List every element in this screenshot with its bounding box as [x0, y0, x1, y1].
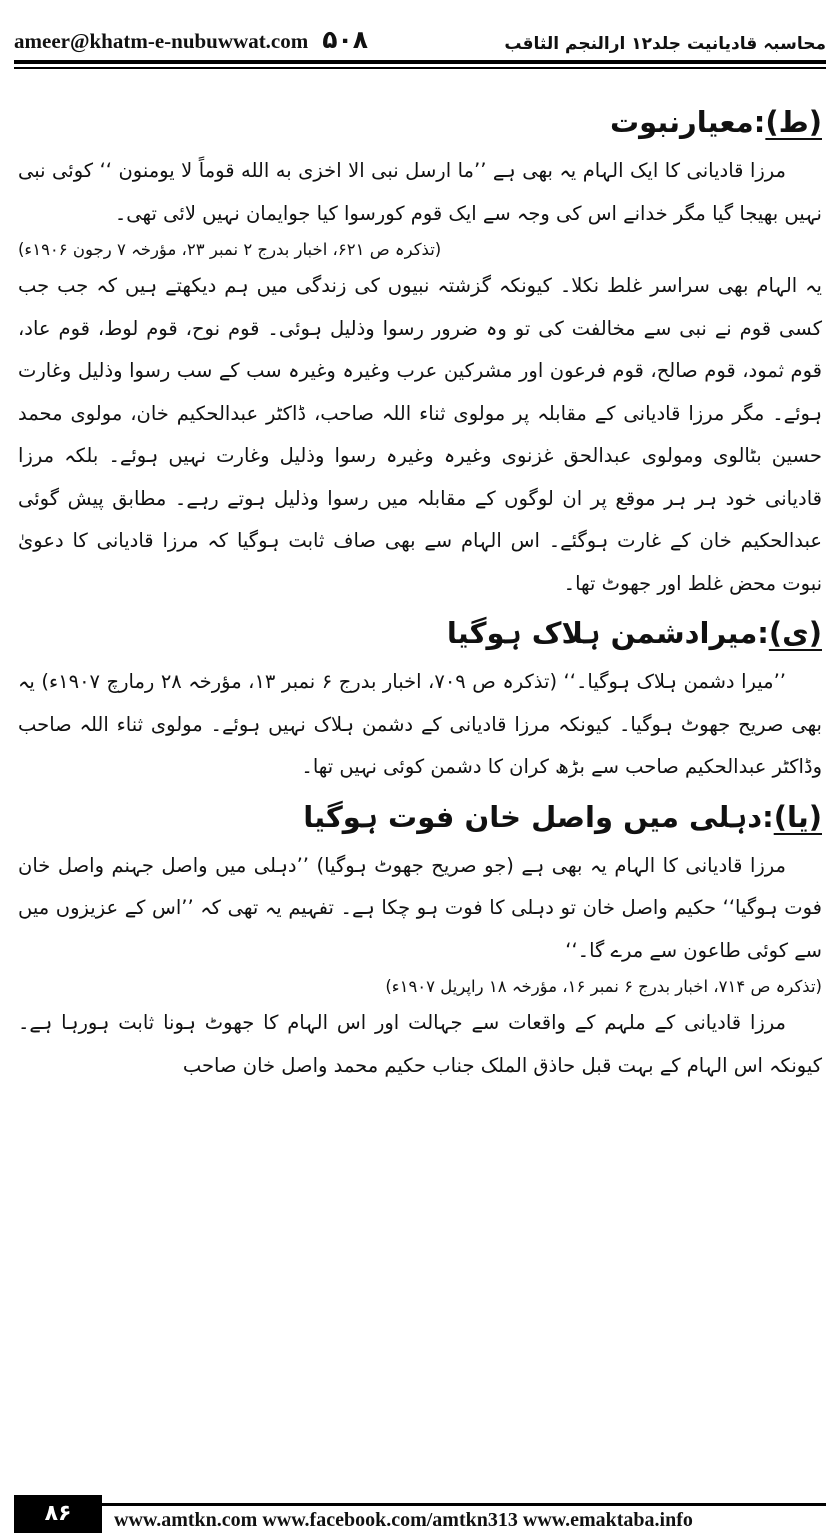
page-footer	[14, 1503, 826, 1533]
section-mark: (یا)	[773, 799, 822, 834]
header-rule-thick	[14, 60, 826, 64]
header-book-title: محاسبہ قادیانیت جلد۱۲ ارالنجم الثاقب	[504, 34, 826, 54]
header-rule-thin	[14, 67, 826, 69]
page-content	[18, 100, 822, 1087]
footer-rule	[14, 1503, 826, 1506]
citation: (تذکرہ ص ۶۲۱، اخبار بدرج ۲ نمبر ۲۳، مؤرخہ ۷ رجون ۱۹۰۶ء)	[18, 240, 442, 259]
header-left	[14, 25, 368, 54]
paragraph: مرزا قادیانی کا الہام یہ بھی ہے (جو صریح جھوٹ ہوگیا) ’’دہلی میں واصل جہنم واصل خان فوت ہوگیا‘‘ حکیم واصل خان تو دہلی کا فوت ہو چکا ہے۔ تفہیم یہ تھی کہ ’’اس کے عزیزوں میں سے کوئی طاعون سے مرے گا۔‘‘	[18, 853, 822, 962]
section-mark: (ی)	[768, 616, 822, 650]
citation: (تذکرہ ص ۷۱۴، اخبار بدرج ۶ نمبر ۱۶، مؤرخہ ۱۸ راپریل ۱۹۰۷ء)	[385, 977, 822, 996]
paragraph: مرزا قادیانی کا ایک الہام یہ بھی ہے ’’ما ارسل نبی الا اخزی به الله قوماً لا یومنون ‘‘ کوئی نبی نہیں بھیجا گیا مگر خدانے اس کی وجہ سے ایک قوم کورسوا کیا جوایمان نہیں لائی تھی۔	[18, 159, 822, 225]
section-title: :معیارنبوت	[609, 105, 766, 139]
footer-links: www.amtkn.com www.facebook.com/amtkn313 www.emaktaba.info	[114, 1509, 693, 1531]
paragraph: یہ الہام بھی سراسر غلط نکلا۔ کیونکہ گزشتہ نبیوں کی زندگی میں ہم دیکھتے ہیں کہ جب جب کسی قوم نے نبی سے مخالفت کی تو وہ ضرور رسوا وذلیل ہوئی۔ قوم نوح، قوم لوط، قوم عاد، قوم ثمود، قوم صالح، قوم فرعون اور مشرکین عرب وغیرہ وغیرہ سب کے سب رسوا وذلیل وغارت ہوئے۔ مگر مرزا قادیانی کے مقابلہ پر مولوی ثناء اللہ صاحب، ڈاکٹر عبدالحکیم خان، مولوی محمد حسین بٹالوی ومولوی عبدالحق غزنوی وغیرہ وغیرہ رسوا وذلیل وغارت نہیں ہوئے۔ بلکہ مرزا قادیانی خود ہر ہر موقع پر ان لوگوں کے مقابلہ میں رسوا وذلیل ہوتے رہے۔ مطابق پیش گوئی عبدالحکیم خان کے غارت ہوگئے۔ اس الہام سے بھی صاف ثابت ہوگیا کہ مرزا قادیانی کا دعویٰ نبوت محض غلط اور جھوٹ تھا۔	[18, 274, 822, 595]
page-header	[14, 18, 826, 54]
section-heading-ta	[18, 100, 822, 144]
paragraph: مرزا قادیانی کے ملہم کے واقعات سے جہالت اور اس الہام کا جھوٹ ہونا ثابت ہورہا ہے۔ کیونکہ اس الہام کے بہت قبل حاذق الملک جناب حکیم محمد واصل خان صاحب	[18, 1011, 822, 1077]
header-email: ameer@khatm-e-nubuwwat.com	[14, 29, 309, 53]
section-heading-ya	[18, 795, 822, 839]
section-title: :میرادشمن ہلاک ہوگیا	[446, 616, 769, 650]
footer-page-number: ۸۶	[14, 1495, 102, 1533]
section-heading-ye	[18, 611, 822, 655]
header-page-number: ۵۰۸	[322, 25, 369, 54]
paragraph: ’’میرا دشمن ہلاک ہوگیا۔‘‘ (تذکرہ ص ۷۰۹، اخبار بدرج ۶ نمبر ۱۳، مؤرخہ ۲۸ رمارچ ۱۹۰۷ء) یہ بھی صریح جھوٹ ہوگیا۔ کیونکہ مرزا قادیانی کے دشمن ہلاک نہیں ہوئے۔ مولوی ثناء اللہ صاحب وڈاکٹر عبدالحکیم صاحب سے بڑھ کران کا دشمن کوئی نہیں تھا۔	[18, 670, 822, 778]
section-mark: (ط)	[765, 105, 822, 139]
section-title: :دہلی میں واصل خان فوت ہوگیا	[303, 799, 774, 834]
